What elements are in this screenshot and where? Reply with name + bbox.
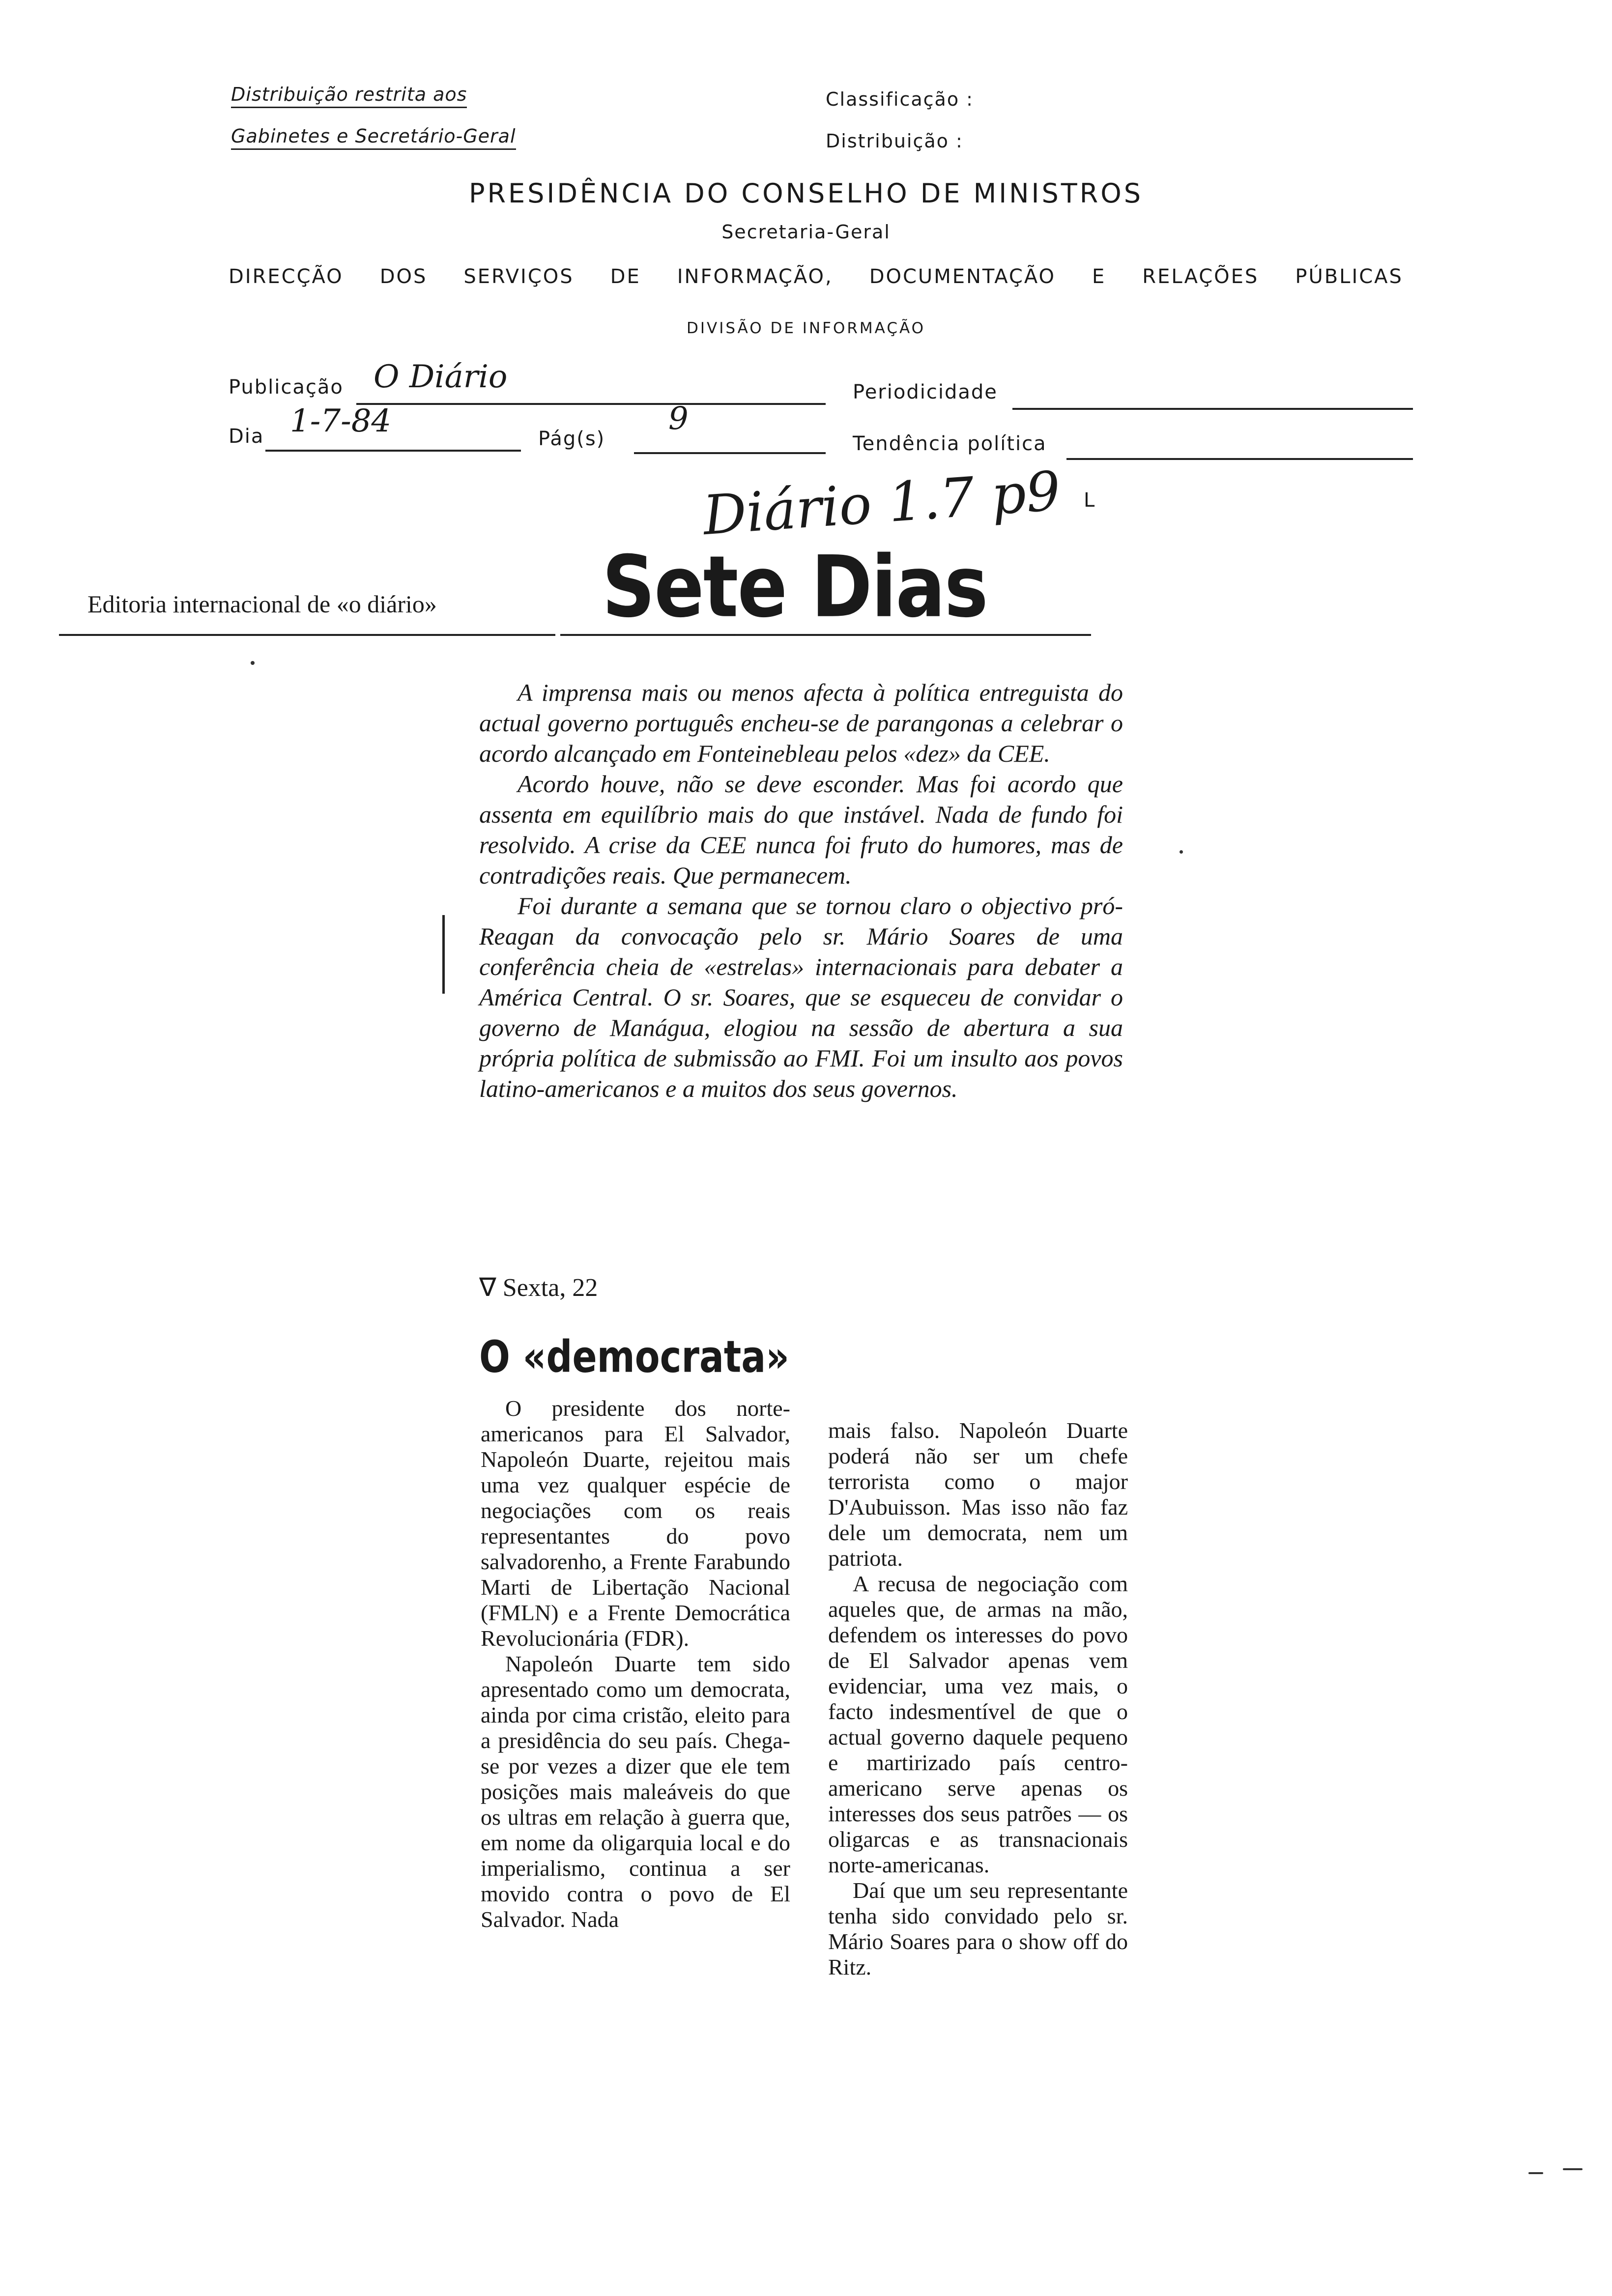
article-paragraph: O presidente dos norte-americanos para El Salvador, Napoleón Duarte, rejeitou mais uma vez qualquer espécie de negociações com os reais representantes do povo salvadorenho, a Frente Farabundo Marti de Libertação Nacional (FMLN) e a Frente Democrática Revolucionária (FDR). [481,1396,790,1651]
direction-word: PÚBLICAS [1295,265,1403,288]
scan-speck [1563,2168,1583,2170]
tendency-field [1066,458,1413,460]
day-label: Dia [229,425,264,448]
title-rule [560,634,1091,636]
direction-word: DE [610,265,641,288]
article-paragraph: mais falso. Napoleón Duarte poderá não ser um chefe terrorista como o major D'Aubuisson. Mas isso não faz dele um democrata, nem um patriota. [828,1418,1128,1571]
article-column-1 [481,1396,790,1932]
direction-word: DOS [379,265,428,288]
institution-title: PRESIDÊNCIA DO CONSELHO DE MINISTROS [468,178,1144,209]
section-title: Sete Dias [602,538,987,637]
direction-word: DOCUMENTAÇÃO [869,265,1056,288]
distribution-notice-line1 [231,84,467,105]
underline [231,107,467,108]
article-paragraph: Daí que um seu representante tenha sido convidado pelo sr. Mário Soares para o show off do Ritz. [828,1878,1128,1980]
publication-value: O Diário [374,359,508,395]
article-paragraph: A recusa de negociação com aqueles que, de armas na mão, defendem os interesses do povo de El Salvador apenas vem evidenciar, uma vez mais, o facto indesmentível de que o actual governo daquele pequeno e martirizado país centro-americano serve apenas os interesses dos seus patrões — os oligarcas e as transnacionais norte-americanas. [828,1571,1128,1877]
direction-word: SERVIÇOS [463,265,574,288]
publication-field [356,403,826,405]
article-column-2 [828,1418,1128,1980]
intro-text [479,677,1123,1104]
intro-paragraph: Acordo houve, não se deve esconder. Mas foi acordo que assenta em equilíbrio mais do que instável. Nada de fundo foi resolvido. A crise da CEE nunca foi fruto do humores, mas de contradições reais. Que permanecem. [479,770,1123,889]
periodicity-field [1012,408,1413,410]
distribution-label: Distribuição : [826,130,963,152]
direction-line [229,265,1403,288]
distribution-notice-line1-text: Distribuição restrita aos [231,84,467,105]
secretariat-subtitle: Secretaria-Geral [721,221,891,243]
margin-mark [442,915,445,994]
tendency-label: Tendência política [853,432,1047,455]
direction-word: DIRECÇÃO [229,265,344,288]
day-value: 1-7-84 [290,403,392,439]
corner-mark: L [1084,489,1095,512]
article-paragraph: Napoleón Duarte tem sido apresentado como um democrata, ainda por cima cristão, eleito para a presidência do seu país. Chega-se por vezes a dizer que ele tem posições mais maleáveis do que os ultras em relação à guerra que, em nome da oligarquia local e do imperialismo, continua a ser movido contra o povo de El Salvador. Nada [481,1651,790,1932]
pages-field [634,452,826,454]
division-title: DIVISÃO DE INFORMAÇÃO [686,319,926,337]
periodicity-label: Periodicidade [853,381,998,403]
day-field [265,450,521,452]
distribution-notice-line2 [231,125,516,147]
pages-value: 9 [668,401,689,437]
direction-word: INFORMAÇÃO, [677,265,833,288]
scan-speck [1180,850,1183,854]
direction-word: RELAÇÕES [1142,265,1259,288]
dateline: ∇ Sexta, 22 [479,1274,598,1302]
underline [231,148,516,150]
publication-label: Publicação [229,376,344,399]
intro-paragraph: Foi durante a semana que se tornou claro o objectivo pró-Reagan da convocação pelo sr. Mário Soares de uma conferência cheia de «estrelas» internacionais para debater a América Central. O sr. Soares, que se esqueceu de convidar o governo de Manágua, elogiou na sessão de abertura a sua própria política de submissão ao FMI. Foi um insulto aos povos latino-americanos e a muitos dos seus governos. [479,892,1123,1102]
scan-speck [1528,2172,1543,2174]
pages-label: Pág(s) [538,428,605,450]
article-headline: O «democrata» [479,1332,789,1383]
distribution-notice-line2-text: Gabinetes e Secretário-Geral [231,125,516,147]
editoria-rule [59,634,555,636]
scan-speck [251,661,255,665]
classification-label: Classificação : [826,88,974,110]
direction-word: E [1092,265,1106,288]
intro-paragraph: A imprensa mais ou menos afecta à política entreguista do actual governo português encheu-se de parangonas a celebrar o acordo alcançado em Fonteinebleau pelos «dez» da CEE. [479,679,1123,767]
handwritten-note: Diário 1.7 p9 [701,459,1063,547]
editoria-label: Editoria internacional de «o diário» [87,590,437,618]
